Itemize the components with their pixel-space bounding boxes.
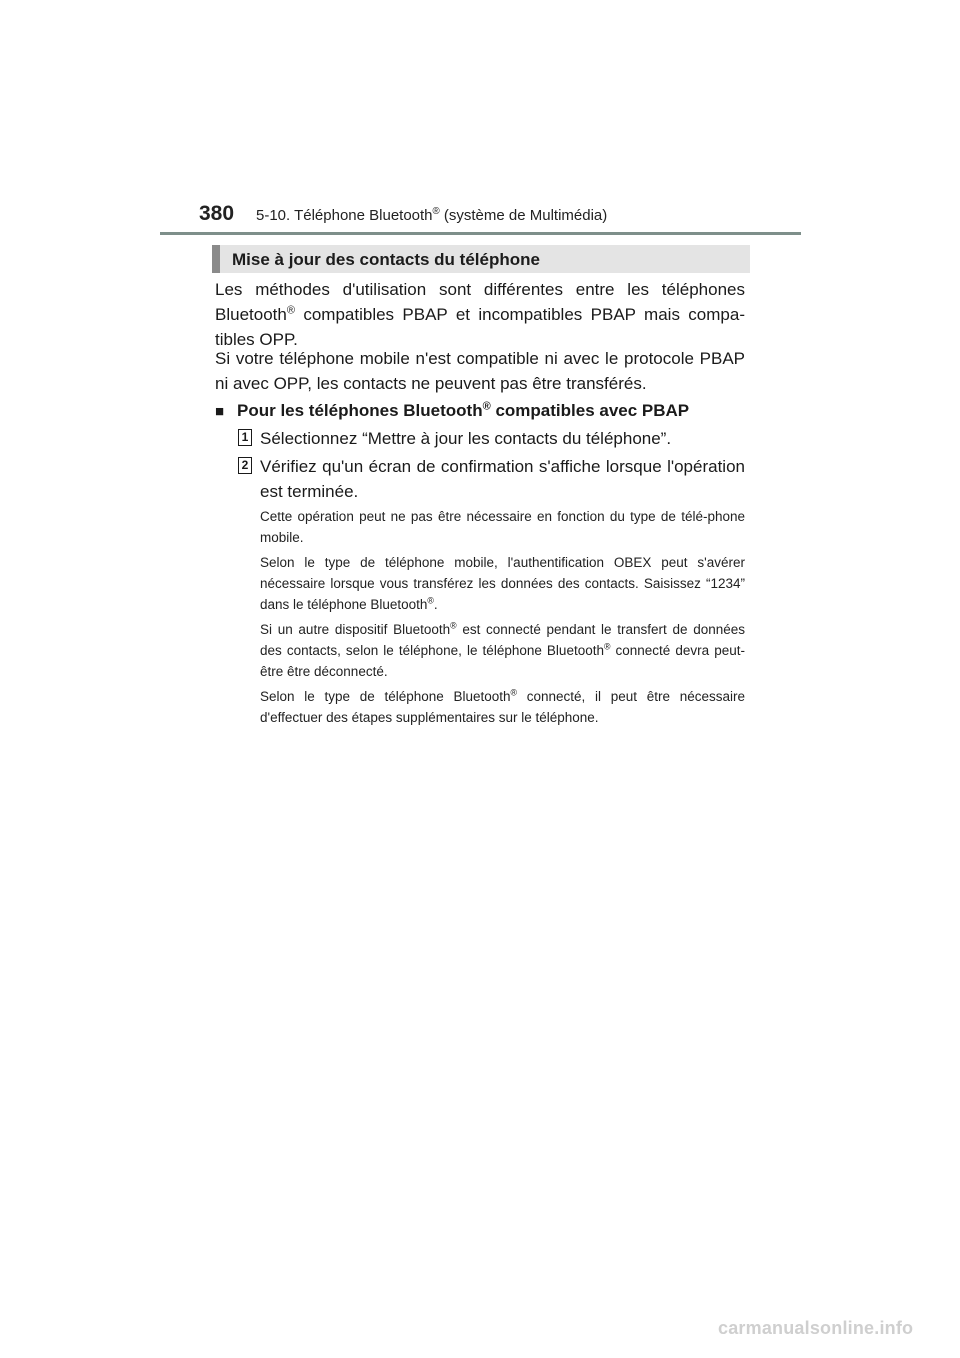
note-2-b: . xyxy=(433,597,438,612)
watermark: carmanualsonline.info xyxy=(718,1318,914,1338)
section-header xyxy=(256,207,607,224)
note-3-b: est connecté pendant le transfert de données des contacts, selon le téléphone, le téléphone Bluetooth xyxy=(260,622,745,658)
header-divider xyxy=(160,232,801,235)
note-3-a: Si un autre dispositif Bluetooth xyxy=(260,622,451,637)
registered-mark: ® xyxy=(286,304,295,317)
registered-mark: ® xyxy=(432,206,440,217)
note-2-a: Selon le type de téléphone mobile, l'authentification OBEX peut s'avérer nécessaire lorsque vous transférez les données des contacts. Saisissez “1234” dans le téléphone Bluetooth xyxy=(260,555,745,612)
subheading-text-post: compatibles avec PBAP xyxy=(490,401,690,420)
intro-paragraph-2: Si votre téléphone mobile n'est compatible ni avec le protocole PBAP ni avec OPP, les contacts ne peuvent pas être transférés. xyxy=(215,349,745,393)
step-number-badge: 2 xyxy=(238,457,252,474)
step-text: Sélectionnez “Mettre à jour les contacts du téléphone”. xyxy=(260,429,672,448)
note-4-a: Selon le type de téléphone Bluetooth xyxy=(260,689,511,704)
subheading xyxy=(215,400,745,423)
intro-p1-b: compatibles PBAP et incompatibles PBAP mais compa-tibles OPP. xyxy=(215,305,745,349)
subheading-text-pre: Pour les téléphones Bluetooth xyxy=(237,401,483,420)
topic-title-box xyxy=(212,245,750,273)
page-number: 380 xyxy=(199,202,235,225)
intro-paragraph-1 xyxy=(215,277,745,352)
registered-mark: ® xyxy=(427,595,434,606)
note-2 xyxy=(260,552,745,615)
step-text: Vérifiez qu'un écran de confirmation s'affiche lorsque l'opération est terminée. xyxy=(260,457,745,501)
square-bullet-icon: ■ xyxy=(215,403,225,420)
registered-mark: ® xyxy=(450,620,457,631)
registered-mark: ® xyxy=(603,641,611,652)
registered-mark: ® xyxy=(510,687,518,698)
registered-mark: ® xyxy=(482,400,491,413)
step-number-badge: 1 xyxy=(238,429,252,446)
note-3-c: connecté devra peut-être être déconnecté. xyxy=(260,643,745,679)
note-4 xyxy=(260,686,745,728)
topic-title: Mise à jour des contacts du téléphone xyxy=(232,250,540,269)
section-title-pre: 5-10. Téléphone Bluetooth xyxy=(256,207,433,224)
note-1: Cette opération peut ne pas être nécessaire en fonction du type de télé-phone mobile. xyxy=(260,509,745,545)
note-3 xyxy=(260,619,745,682)
section-title-post: (système de Multimédia) xyxy=(439,207,608,224)
intro-p1-a: Les méthodes d'utilisation sont différentes entre les téléphones Bluetooth xyxy=(215,280,745,324)
note-4-b: connecté, il peut être nécessaire d'effectuer des étapes supplémentaires sur le téléphone. xyxy=(260,689,745,725)
